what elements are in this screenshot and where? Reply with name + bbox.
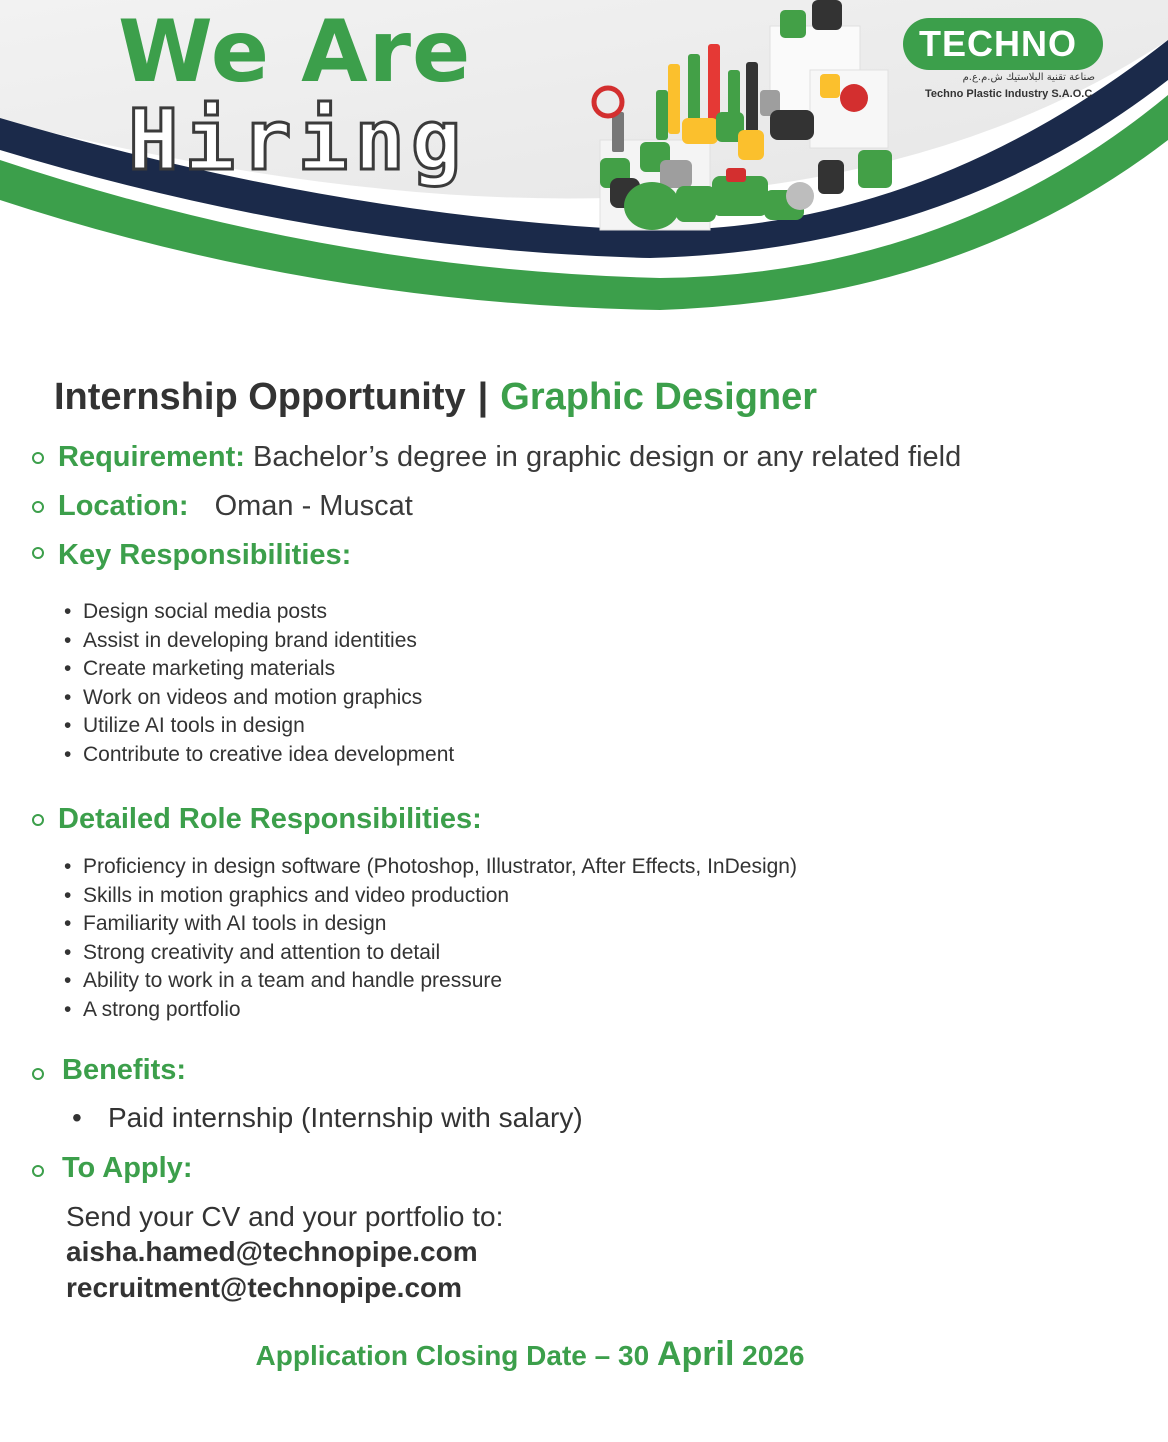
benefit-item [72,1098,583,1138]
benefits-title: Benefits: [62,1054,187,1086]
list-item: • Assist in developing brand identities [64,627,454,656]
apply-ring-icon [32,1165,44,1177]
list-item: • Familiarity with AI tools in design [64,910,797,939]
header-banner [0,0,1168,330]
logo-english-name: Techno Plastic Industry S.A.O.C [925,88,1093,100]
key-responsibilities-ring-icon [32,547,44,559]
title-main: Internship Opportunity [54,376,466,418]
closing-year: 2026 [742,1340,805,1371]
benefits-ring-icon [32,1068,44,1080]
key-responsibilities-title: Key Responsibilities: [58,539,352,571]
page-title [54,374,817,420]
location-row [58,488,413,524]
list-item: • Proficiency in design software (Photoshop, Illustrator, After Effects, InDesign) [64,853,797,882]
location-value: Oman - Muscat [214,490,413,522]
benefit-text: Paid internship (Internship with salary) [108,1102,583,1133]
apply-title: To Apply: [62,1152,193,1184]
list-item: • Skills in motion graphics and video production [64,882,797,911]
list-item: • Work on videos and motion graphics [64,684,454,713]
requirement-row [58,439,961,475]
techno-logo [903,18,1123,108]
requirement-ring-icon [32,452,44,464]
requirement-label: Requirement: [58,441,245,473]
bullet-icon: • [72,1102,82,1133]
list-item: • Ability to work in a team and handle pressure [64,967,797,996]
title-separator: | [477,376,489,418]
title-role: Graphic Designer [500,376,818,418]
headline-we-are: We Are [118,2,472,102]
location-ring-icon [32,501,44,513]
requirement-value: Bachelor’s degree in graphic design or any related field [252,441,962,473]
location-label: Location: [58,490,189,522]
apply-email-1[interactable]: aisha.hamed@technopipe.com [66,1236,478,1267]
list-item: • Utilize AI tools in design [64,712,454,741]
logo-brand: TECHNO [903,18,1103,70]
list-item: • Design social media posts [64,598,454,627]
detailed-responsibilities-list [64,853,797,1024]
detailed-responsibilities-ring-icon [32,814,44,826]
closing-text: Application Closing Date – 30 [255,1340,650,1371]
closing-month: April [656,1335,735,1373]
headline-hiring: Hiring [128,91,468,189]
list-item: • A strong portfolio [64,996,797,1025]
apply-email-2[interactable]: recruitment@technopipe.com [66,1272,463,1303]
list-item: • Contribute to creative idea development [64,741,454,770]
logo-arabic-name: صناعة تقنية البلاستيك ش.م.ع.م [962,72,1095,83]
list-item: • Strong creativity and attention to detail [64,939,797,968]
closing-date [0,1332,1060,1378]
key-responsibilities-list [64,598,454,769]
apply-instructions: Send your CV and your portfolio to: [66,1201,504,1232]
detailed-responsibilities-title: Detailed Role Responsibilities: [58,803,482,835]
list-item: • Create marketing materials [64,655,454,684]
